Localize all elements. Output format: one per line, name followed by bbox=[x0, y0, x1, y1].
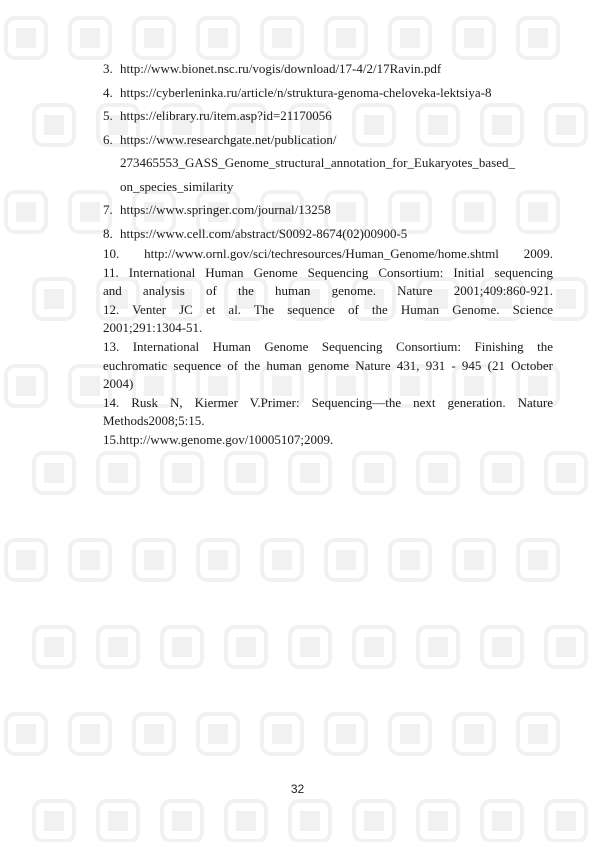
watermark-tile bbox=[226, 627, 266, 667]
watermark-tile bbox=[162, 453, 202, 493]
reference-line: and analysis of the human genome. Nature 2001;409:860-921. bbox=[103, 283, 553, 299]
watermark-tile bbox=[34, 453, 74, 493]
reference-line: 14. Rusk N, Kiermer V.Primer: Sequencing—the next generation. Nature bbox=[103, 394, 553, 410]
watermark-tile bbox=[262, 714, 302, 754]
watermark-tile bbox=[454, 714, 494, 754]
watermark-tile bbox=[226, 453, 266, 493]
reference-link[interactable]: http://www.bionet.nsc.ru/vogis/download/17-4/2/17Ravin.pdf bbox=[120, 61, 442, 76]
page-number: 32 bbox=[290, 782, 305, 796]
reference-line: euchromatic sequence of the human genome Nature 431, 931 - 945 (21 October bbox=[103, 357, 553, 373]
watermark-tile bbox=[390, 714, 430, 754]
watermark-tile bbox=[34, 801, 74, 841]
references-list bbox=[103, 57, 553, 450]
watermark-tile bbox=[134, 540, 174, 580]
reference-number: 4. bbox=[103, 84, 113, 100]
reference-number: 3. bbox=[103, 61, 113, 76]
watermark-tile bbox=[6, 18, 46, 58]
reference-link[interactable]: https://www.researchgate.net/publication/ bbox=[120, 131, 337, 147]
watermark-tile bbox=[34, 105, 74, 145]
watermark-tile bbox=[6, 540, 46, 580]
watermark-tile bbox=[34, 627, 74, 667]
watermark-tile bbox=[546, 453, 586, 493]
watermark-tile bbox=[290, 801, 330, 841]
reference-number: 6. bbox=[103, 131, 113, 147]
reference-item bbox=[103, 198, 553, 222]
watermark-tile bbox=[198, 18, 238, 58]
watermark-tile bbox=[226, 801, 266, 841]
watermark-tile bbox=[70, 18, 110, 58]
watermark-tile bbox=[546, 801, 586, 841]
watermark-tile bbox=[290, 627, 330, 667]
reference-item bbox=[103, 128, 553, 152]
reference-number: 7. bbox=[103, 202, 113, 217]
watermark-tile bbox=[134, 18, 174, 58]
watermark-tile bbox=[326, 540, 366, 580]
watermark-tile bbox=[326, 18, 366, 58]
watermark-tile bbox=[518, 540, 558, 580]
watermark-tile bbox=[6, 366, 46, 406]
watermark-tile bbox=[454, 540, 494, 580]
reference-item bbox=[103, 57, 553, 81]
reference-line: 2004) bbox=[103, 376, 134, 392]
watermark-tile bbox=[262, 540, 302, 580]
watermark-tile bbox=[6, 192, 46, 232]
reference-number: 8. bbox=[103, 225, 113, 241]
watermark-tile bbox=[70, 714, 110, 754]
reference-link[interactable]: https://cyberleninka.ru/article/n/struktura-genoma-cheloveka-lektsiya-8 bbox=[120, 84, 492, 100]
justified-references bbox=[103, 245, 553, 450]
watermark-tile bbox=[482, 453, 522, 493]
numbered-references bbox=[103, 57, 553, 245]
reference-item bbox=[103, 81, 553, 105]
watermark-tile bbox=[518, 18, 558, 58]
watermark-tile bbox=[6, 714, 46, 754]
watermark-tile bbox=[98, 453, 138, 493]
watermark-tile bbox=[162, 801, 202, 841]
watermark-tile bbox=[418, 453, 458, 493]
watermark-tile bbox=[162, 627, 202, 667]
watermark-tile bbox=[34, 279, 74, 319]
watermark-tile bbox=[454, 18, 494, 58]
watermark-tile bbox=[134, 714, 174, 754]
reference-line: 11. International Human Genome Sequencing Consortium: Initial sequencing bbox=[103, 264, 553, 280]
watermark-tile bbox=[518, 714, 558, 754]
reference-link-continuation[interactable]: on_species_similarity bbox=[120, 178, 234, 194]
watermark-tile bbox=[198, 540, 238, 580]
watermark-tile bbox=[354, 627, 394, 667]
watermark-tile bbox=[354, 801, 394, 841]
reference-line: 10. http://www.ornl.gov/sci/techresources/Human_Genome/home.shtml 2009. bbox=[103, 246, 553, 261]
watermark-tile bbox=[354, 453, 394, 493]
watermark-tile bbox=[290, 453, 330, 493]
reference-link-continuation[interactable]: 273465553_GASS_Genome_structural_annotation_for_Eukaryotes_based_ bbox=[120, 155, 515, 170]
reference-item bbox=[103, 104, 553, 128]
watermark-tile bbox=[98, 627, 138, 667]
reference-link[interactable]: https://www.cell.com/abstract/S0092-8674(02)00900-5 bbox=[120, 225, 408, 241]
watermark-tile bbox=[70, 540, 110, 580]
watermark-tile bbox=[262, 18, 302, 58]
watermark-tile bbox=[482, 801, 522, 841]
watermark-tile bbox=[482, 627, 522, 667]
watermark-tile bbox=[418, 801, 458, 841]
reference-line: 2001;291:1304-51. bbox=[103, 320, 203, 336]
watermark-tile bbox=[198, 714, 238, 754]
watermark-tile bbox=[326, 714, 366, 754]
reference-line: Methods2008;5:15. bbox=[103, 413, 205, 429]
reference-link[interactable]: https://elibrary.ru/item.asp?id=21170056 bbox=[120, 108, 332, 123]
watermark-tile bbox=[390, 18, 430, 58]
reference-line: 15.http://www.genome.gov/10005107;2009. bbox=[103, 431, 334, 447]
reference-item bbox=[103, 222, 553, 246]
watermark-tile bbox=[390, 540, 430, 580]
reference-line: 12. Venter JC et al. The sequence of the Human Genome. Science bbox=[103, 301, 553, 317]
reference-number: 5. bbox=[103, 108, 113, 123]
watermark-tile bbox=[546, 627, 586, 667]
reference-line: 13. International Human Genome Sequencing Consortium: Finishing the bbox=[103, 338, 553, 354]
watermark-tile bbox=[98, 801, 138, 841]
reference-link[interactable]: https://www.springer.com/journal/13258 bbox=[120, 202, 331, 217]
watermark-tile bbox=[418, 627, 458, 667]
